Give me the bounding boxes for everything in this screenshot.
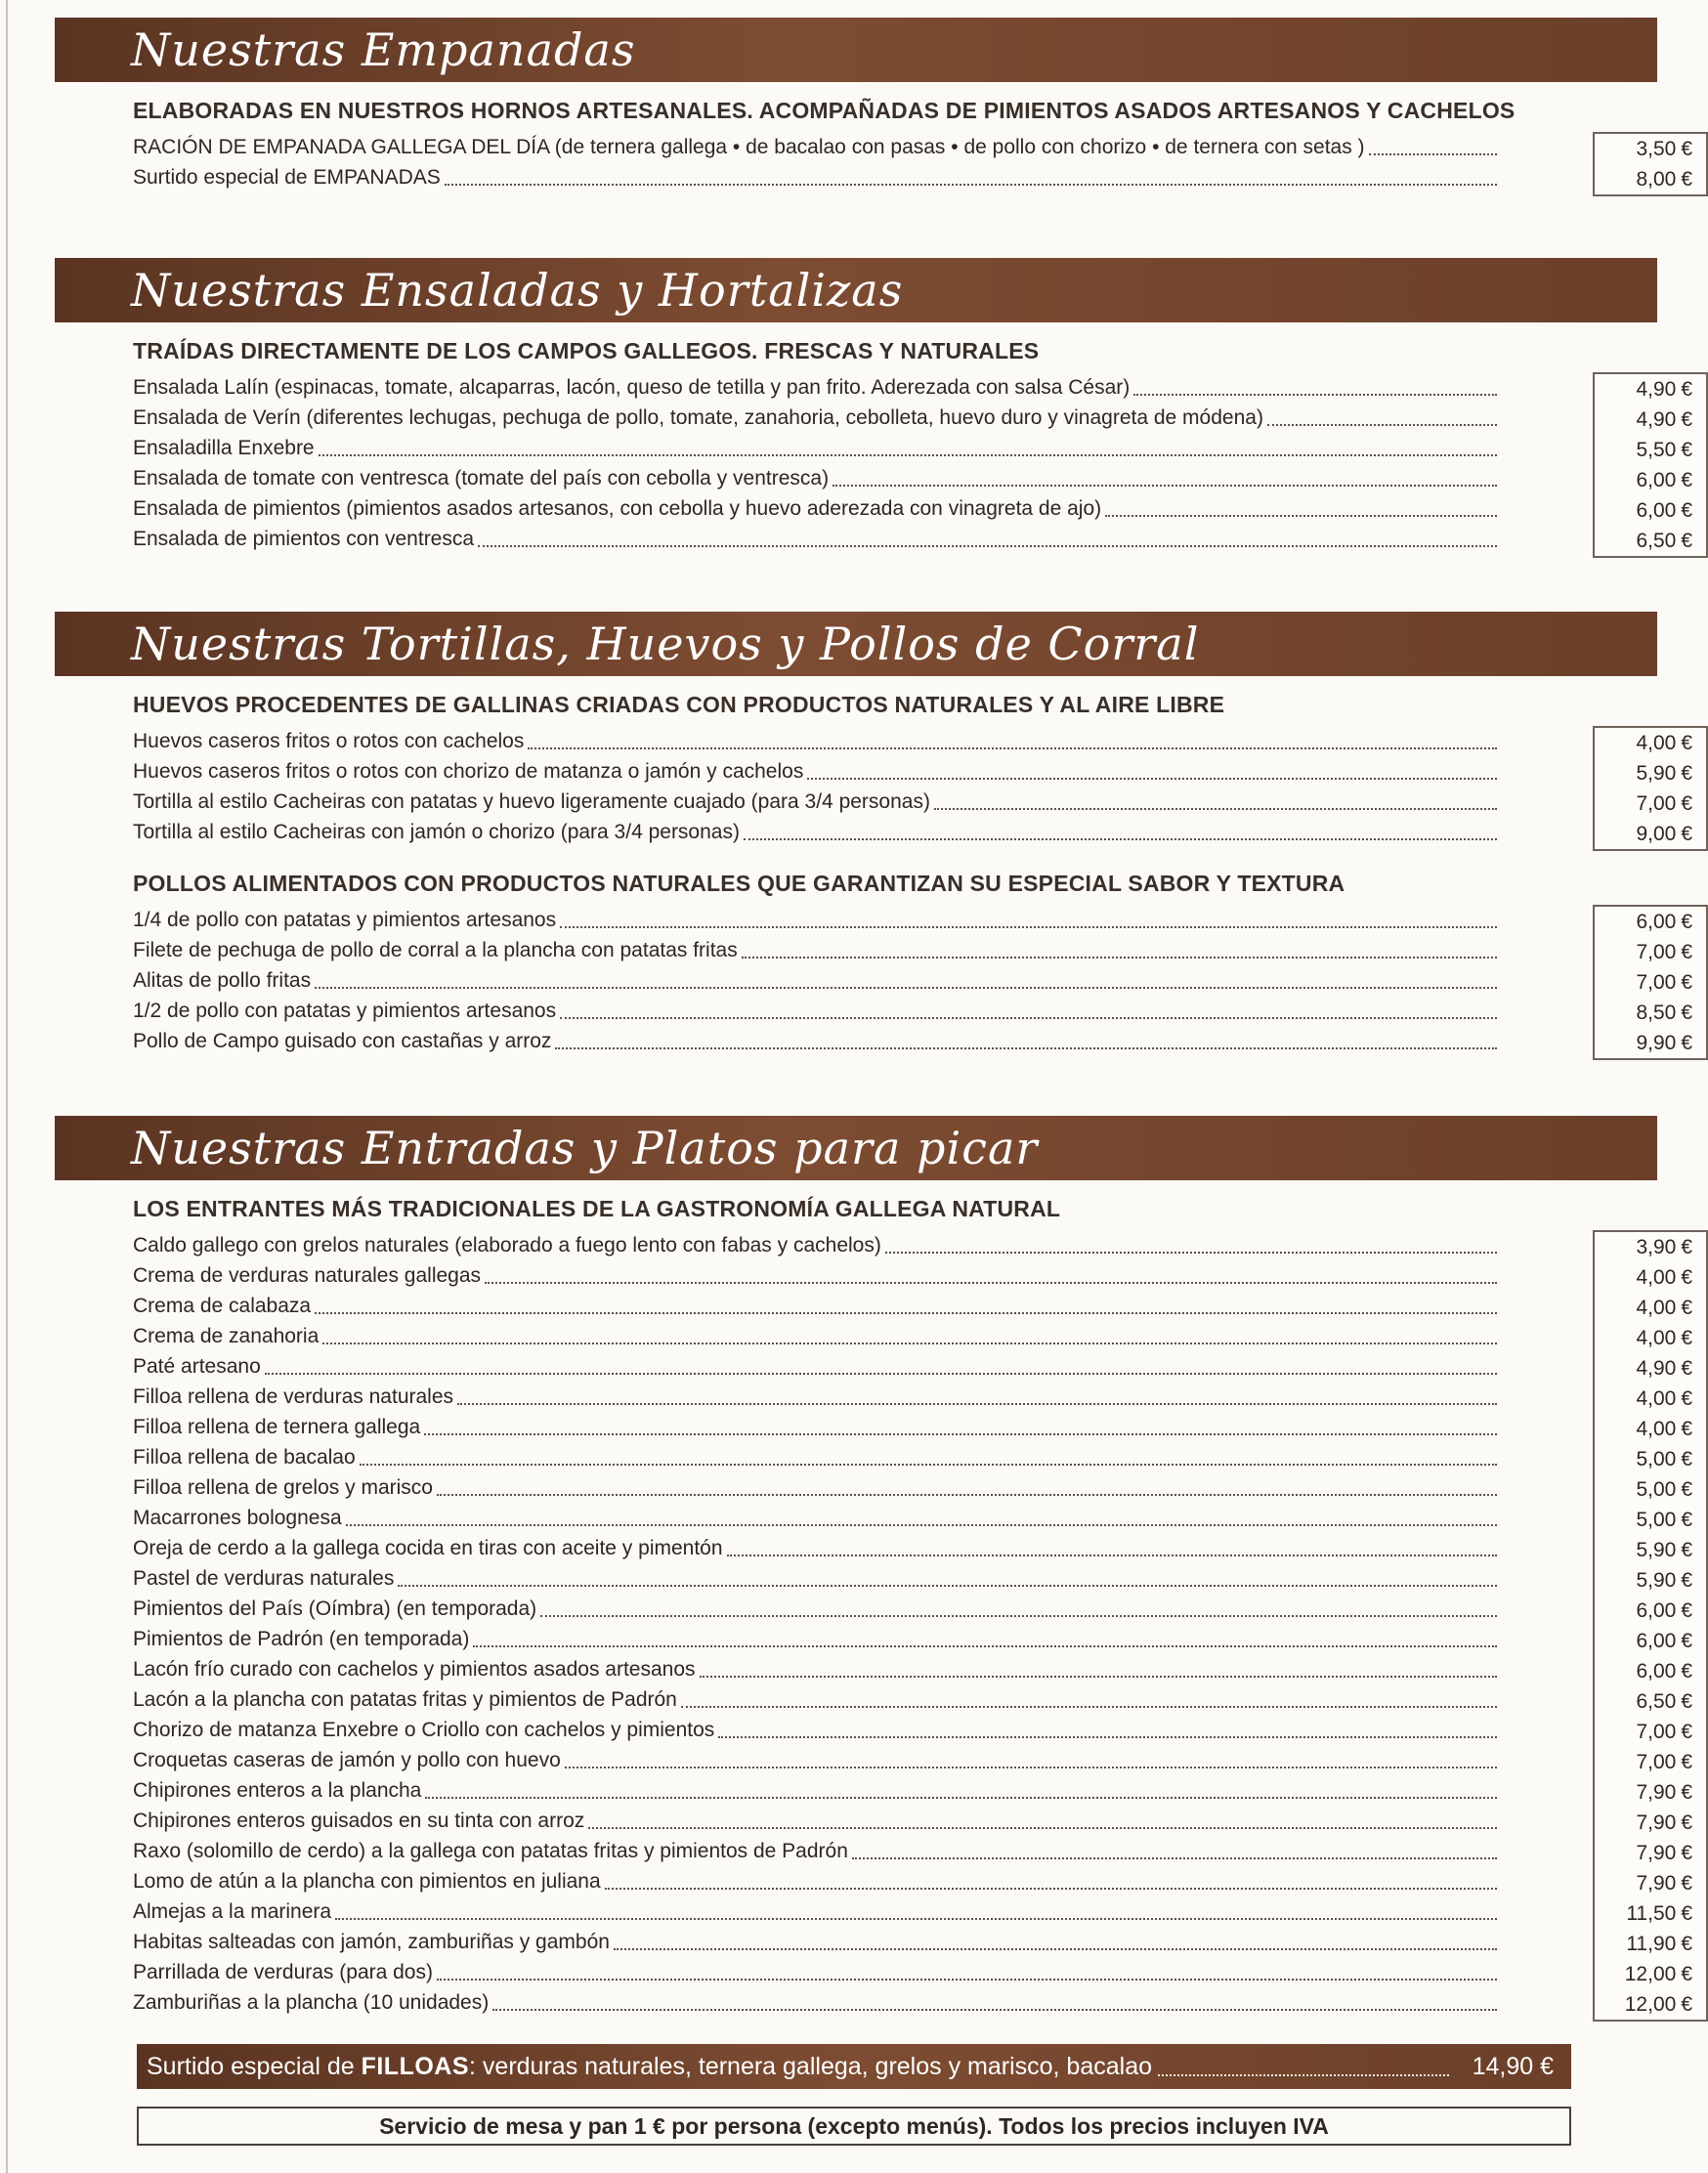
filloas-price-value: 14,90 xyxy=(1472,2052,1534,2080)
currency-symbol: € xyxy=(1681,941,1692,963)
currency-symbol: € xyxy=(1681,1539,1692,1561)
menu-item xyxy=(133,1260,1505,1291)
price-value: 7,90 xyxy=(1636,1872,1677,1895)
price-value: 4,00 xyxy=(1636,1266,1677,1289)
menu-item-price xyxy=(1595,937,1706,967)
menu-item xyxy=(133,1684,1505,1715)
menu-item-price xyxy=(1595,1323,1706,1353)
group-subtitle: LOS ENTRANTES MÁS TRADICIONALES DE LA GASTRONOMÍA GALLEGA NATURAL xyxy=(133,1196,1061,1221)
menu-item-price xyxy=(1595,907,1706,937)
price-value: 3,50 xyxy=(1636,138,1677,160)
currency-symbol: € xyxy=(1681,1751,1692,1773)
section-title: Nuestras Entradas y Platos para picar xyxy=(131,1122,1039,1174)
menu-item-price xyxy=(1595,728,1706,758)
item-list xyxy=(133,1230,1692,2018)
section-tortillas-huevos-pollos xyxy=(55,612,1692,1056)
price-column xyxy=(1593,905,1708,1060)
leader-dots xyxy=(560,925,1497,928)
menu-item-name: Zamburiñas a la plancha (10 unidades) xyxy=(133,1991,492,2015)
filloas-label-rest: : verduras naturales, ternera gallega, grelos y marisco, bacalao xyxy=(469,2052,1153,2080)
menu-item-price xyxy=(1595,1596,1706,1626)
currency-symbol: € xyxy=(1681,1872,1692,1895)
menu-item-price xyxy=(1595,1384,1706,1414)
menu-item-name: Filloa rellena de ternera gallega xyxy=(133,1416,424,1439)
menu-item-name: Ensalada de pimientos (pimientos asados artesanos, con cebolla y huevo aderezada con vinagreta de ajo) xyxy=(133,497,1105,521)
menu-item-price xyxy=(1595,526,1706,556)
leader-dots xyxy=(492,2008,1497,2011)
menu-item-name: Tortilla al estilo Cacheiras con patatas y huevo ligeramente cuajado (para 3/4 personas) xyxy=(133,790,934,814)
price-value: 4,00 xyxy=(1636,732,1677,754)
leader-dots xyxy=(346,1523,1497,1526)
menu-item-price xyxy=(1595,788,1706,819)
menu-item-name: Lacón frío curado con cachelos y pimientos asados artesanos xyxy=(133,1658,700,1682)
leader-dots xyxy=(457,1402,1497,1405)
currency-symbol: € xyxy=(1681,1630,1692,1652)
price-value: 5,50 xyxy=(1636,439,1677,461)
menu-item xyxy=(133,1382,1505,1412)
menu-item xyxy=(133,1927,1505,1957)
menu-item xyxy=(133,1230,1505,1260)
menu-item-price xyxy=(1595,1929,1706,1959)
menu-item-price xyxy=(1595,1868,1706,1898)
price-value: 4,00 xyxy=(1636,1327,1677,1349)
price-value: 8,50 xyxy=(1636,1001,1677,1024)
menu-item-price xyxy=(1595,1028,1706,1058)
menu-item-name: 1/2 de pollo con patatas y pimientos artesanos xyxy=(133,1000,560,1023)
currency-symbol: € xyxy=(1540,2052,1554,2080)
menu-item-name: Pollo de Campo guisado con castañas y arroz xyxy=(133,1030,555,1053)
filloas-label xyxy=(137,2053,1152,2081)
leader-dots xyxy=(319,453,1497,456)
item-list xyxy=(133,726,1692,847)
leader-dots xyxy=(681,1705,1497,1708)
price-value: 6,00 xyxy=(1636,1630,1677,1652)
item-list xyxy=(133,132,1692,192)
price-value: 4,90 xyxy=(1636,1357,1677,1380)
menu-item-name: Pimientos de Padrón (en temporada) xyxy=(133,1628,473,1651)
menu-item-name: Habitas salteadas con jamón, zamburiñas y gambón xyxy=(133,1931,614,1954)
menu-item-name: Tortilla al estilo Cacheiras con jamón o chorizo (para 3/4 personas) xyxy=(133,821,744,844)
currency-symbol: € xyxy=(1681,469,1692,491)
price-value: 6,00 xyxy=(1636,1599,1677,1622)
menu-item xyxy=(133,1896,1505,1927)
price-value: 6,50 xyxy=(1636,530,1677,552)
filloas-price xyxy=(1473,2053,1571,2081)
menu-item xyxy=(133,1745,1505,1775)
price-value: 12,00 xyxy=(1624,1993,1677,2016)
currency-symbol: € xyxy=(1681,168,1692,191)
price-value: 5,00 xyxy=(1636,1509,1677,1531)
price-value: 7,00 xyxy=(1636,1721,1677,1743)
menu-item-price xyxy=(1595,1686,1706,1717)
currency-symbol: € xyxy=(1681,823,1692,845)
menu-item xyxy=(133,756,1505,787)
menu-item-name: 1/4 de pollo con patatas y pimientos artesanos xyxy=(133,909,560,932)
currency-symbol: € xyxy=(1681,1842,1692,1864)
section-ensaladas xyxy=(55,258,1692,554)
menu-item xyxy=(133,1351,1505,1382)
filloas-special-bar xyxy=(137,2044,1571,2089)
menu-item xyxy=(133,1654,1505,1684)
leader-dots xyxy=(1369,152,1497,155)
section-title: Nuestras Ensaladas y Hortalizas xyxy=(131,264,904,317)
leader-dots xyxy=(807,777,1497,780)
menu-item-name: Chipirones enteros a la plancha xyxy=(133,1779,425,1803)
currency-symbol: € xyxy=(1681,1993,1692,2016)
leader-dots xyxy=(852,1856,1497,1859)
page-edge-line xyxy=(6,0,8,2173)
menu-item xyxy=(133,726,1505,756)
currency-symbol: € xyxy=(1681,1418,1692,1440)
leader-dots xyxy=(885,1251,1497,1254)
leader-dots xyxy=(588,1826,1497,1829)
menu-item xyxy=(133,817,1505,847)
price-value: 6,00 xyxy=(1636,499,1677,522)
item-list xyxy=(133,905,1692,1056)
menu-item-name: Almejas a la marinera xyxy=(133,1900,335,1924)
menu-item xyxy=(133,463,1505,493)
menu-item-price xyxy=(1595,1474,1706,1505)
currency-symbol: € xyxy=(1681,1266,1692,1289)
currency-symbol: € xyxy=(1681,1781,1692,1804)
menu-item xyxy=(133,1957,1505,1987)
currency-symbol: € xyxy=(1681,1236,1692,1258)
currency-symbol: € xyxy=(1681,1690,1692,1713)
leader-dots xyxy=(718,1735,1497,1738)
footer-note: Servicio de mesa y pan 1 € por persona (excepto menús). Todos los precios incluyen IVA xyxy=(137,2107,1571,2146)
price-value: 6,00 xyxy=(1636,469,1677,491)
menu-item-price xyxy=(1595,1565,1706,1596)
menu-item xyxy=(133,162,1505,192)
menu-item-price xyxy=(1595,1293,1706,1323)
menu-item-price xyxy=(1595,465,1706,495)
menu-item-name: Macarrones bolognesa xyxy=(133,1507,346,1530)
group-subtitle: HUEVOS PROCEDENTES DE GALLINAS CRIADAS CON PRODUCTOS NATURALES Y AL AIRE LIBRE xyxy=(133,692,1225,717)
menu-item-name: Filloa rellena de verduras naturales xyxy=(133,1385,457,1409)
currency-symbol: € xyxy=(1681,792,1692,815)
menu-item-price xyxy=(1595,967,1706,998)
currency-symbol: € xyxy=(1681,530,1692,552)
price-value: 3,90 xyxy=(1636,1236,1677,1258)
menu-item xyxy=(133,1291,1505,1321)
menu-item xyxy=(133,1594,1505,1624)
currency-symbol: € xyxy=(1681,408,1692,431)
menu-item xyxy=(133,996,1505,1026)
menu-item-price xyxy=(1595,374,1706,405)
menu-item-name: Caldo gallego con grelos naturales (elaborado a fuego lento con fabas y cachelos) xyxy=(133,1234,885,1257)
leader-dots xyxy=(528,746,1497,749)
group-subtitle: ELABORADAS EN NUESTROS HORNOS ARTESANALES. ACOMPAÑADAS DE PIMIENTOS ASADOS ARTESANOS Y CACHELOS xyxy=(133,98,1516,123)
leader-dots xyxy=(265,1372,1497,1375)
menu-item-name: Parrillada de verduras (para dos) xyxy=(133,1961,437,1984)
currency-symbol: € xyxy=(1681,1357,1692,1380)
menu-item-name: Chipirones enteros guisados en su tinta con arroz xyxy=(133,1810,588,1833)
menu-item-price xyxy=(1595,1959,1706,1989)
menu-item xyxy=(133,493,1505,524)
leader-dots xyxy=(437,1493,1497,1496)
currency-symbol: € xyxy=(1681,378,1692,401)
menu-item-price xyxy=(1595,1414,1706,1444)
price-value: 7,00 xyxy=(1636,792,1677,815)
menu-item-name: Filloa rellena de grelos y marisco xyxy=(133,1476,437,1500)
menu-item-name: Ensalada de Verín (diferentes lechugas, pechuga de pollo, tomate, zanahoria, cebolleta, huevo duro y vinagreta de módena) xyxy=(133,406,1267,430)
leader-dots xyxy=(315,1311,1497,1314)
currency-symbol: € xyxy=(1681,762,1692,785)
menu-item-price xyxy=(1595,1656,1706,1686)
price-column xyxy=(1593,1230,1708,2022)
menu-item-name: Surtido especial de EMPANADAS xyxy=(133,166,445,190)
price-value: 4,00 xyxy=(1636,1387,1677,1410)
section-banner xyxy=(55,18,1657,82)
group-subtitle: POLLOS ALIMENTADOS CON PRODUCTOS NATURALES QUE GARANTIZAN SU ESPECIAL SABOR Y TEXTURA xyxy=(133,871,1345,896)
menu-item-price xyxy=(1595,1838,1706,1868)
price-column xyxy=(1593,372,1708,558)
leader-dots xyxy=(335,1917,1497,1920)
leader-dots xyxy=(565,1766,1497,1768)
currency-symbol: € xyxy=(1681,439,1692,461)
price-value: 4,00 xyxy=(1636,1297,1677,1319)
menu-item-price xyxy=(1595,1989,1706,2020)
menu-item xyxy=(133,905,1505,935)
menu-item xyxy=(133,1412,1505,1442)
currency-symbol: € xyxy=(1681,1721,1692,1743)
currency-symbol: € xyxy=(1681,971,1692,994)
menu-item xyxy=(133,524,1505,554)
filloas-label-bold: FILLOAS xyxy=(361,2052,470,2080)
group-subtitle: TRAÍDAS DIRECTAMENTE DE LOS CAMPOS GALLEGOS. FRESCAS Y NATURALES xyxy=(133,338,1040,363)
leader-dots xyxy=(744,837,1497,840)
menu-item-name: Ensalada de tomate con ventresca (tomate del país con cebolla y ventresca) xyxy=(133,467,833,490)
leader-dots xyxy=(560,1016,1497,1019)
menu-item-price xyxy=(1595,1808,1706,1838)
menu-item-price xyxy=(1595,164,1706,194)
currency-symbol: € xyxy=(1681,499,1692,522)
leader-dots xyxy=(555,1046,1497,1049)
menu-item-name: Crema de calabaza xyxy=(133,1295,315,1318)
price-value: 4,90 xyxy=(1636,408,1677,431)
price-value: 7,90 xyxy=(1636,1842,1677,1864)
leader-dots xyxy=(478,544,1497,547)
menu-item xyxy=(133,1836,1505,1866)
currency-symbol: € xyxy=(1681,1933,1692,1955)
currency-symbol: € xyxy=(1681,1387,1692,1410)
menu-item xyxy=(133,1775,1505,1806)
leader-dots xyxy=(833,484,1497,487)
menu-item-name: Raxo (solomillo de cerdo) a la gallega con patatas fritas y pimientos de Padrón xyxy=(133,1840,852,1863)
price-value: 6,00 xyxy=(1636,911,1677,933)
menu-item-name: Croquetas caseras de jamón y pollo con huevo xyxy=(133,1749,565,1772)
menu-item xyxy=(133,1321,1505,1351)
currency-symbol: € xyxy=(1681,138,1692,160)
menu-item-name: Chorizo de matanza Enxebre o Criollo con cachelos y pimientos xyxy=(133,1719,718,1742)
price-value: 7,00 xyxy=(1636,1751,1677,1773)
menu-item-name: Lacón a la plancha con patatas fritas y pimientos de Padrón xyxy=(133,1688,681,1712)
menu-item xyxy=(133,1624,1505,1654)
currency-symbol: € xyxy=(1681,1032,1692,1054)
price-value: 6,00 xyxy=(1636,1660,1677,1683)
leader-dots xyxy=(540,1614,1497,1617)
price-value: 6,50 xyxy=(1636,1690,1677,1713)
price-value: 11,90 xyxy=(1626,1933,1677,1955)
menu-item xyxy=(133,1563,1505,1594)
menu-item-price xyxy=(1595,134,1706,164)
menu-item-name: Huevos caseros fritos o rotos con chorizo de matanza o jamón y cachelos xyxy=(133,760,807,784)
leader-dots xyxy=(605,1887,1497,1890)
menu-item xyxy=(133,403,1505,433)
leader-dots xyxy=(424,1432,1497,1435)
menu-item xyxy=(133,1026,1505,1056)
currency-symbol: € xyxy=(1681,1811,1692,1834)
menu-item xyxy=(133,1987,1505,2018)
menu-item xyxy=(133,1715,1505,1745)
leader-dots xyxy=(934,807,1497,810)
menu-item-price xyxy=(1595,1717,1706,1747)
menu-item-price xyxy=(1595,758,1706,788)
menu-item-name: Paté artesano xyxy=(133,1355,265,1379)
currency-symbol: € xyxy=(1681,911,1692,933)
menu-item-name: Alitas de pollo fritas xyxy=(133,969,315,993)
menu-item xyxy=(133,1533,1505,1563)
section-banner xyxy=(55,612,1657,676)
menu-item-price xyxy=(1595,1444,1706,1474)
menu-item-price xyxy=(1595,405,1706,435)
menu-item-price xyxy=(1595,1747,1706,1777)
leader-dots xyxy=(485,1281,1497,1284)
item-list xyxy=(133,372,1692,554)
menu-item-name: Crema de verduras naturales gallegas xyxy=(133,1264,485,1288)
menu-item-name: RACIÓN DE EMPANADA GALLEGA DEL DÍA (de ternera gallega • de bacalao con pasas • de pollo con chorizo • de ternera con setas ) xyxy=(133,136,1369,159)
section-banner xyxy=(55,258,1657,322)
currency-symbol: € xyxy=(1681,1509,1692,1531)
price-value: 9,00 xyxy=(1636,823,1677,845)
price-value: 4,90 xyxy=(1636,378,1677,401)
leader-dots xyxy=(360,1463,1497,1466)
section-title: Nuestras Tortillas, Huevos y Pollos de Corral xyxy=(131,618,1200,670)
section-entradas xyxy=(55,1116,1692,2018)
currency-symbol: € xyxy=(1681,1963,1692,1985)
leader-dots xyxy=(425,1796,1497,1799)
menu-item-name: Ensalada de pimientos con ventresca xyxy=(133,528,478,551)
menu-item-name: Pimientos del País (Oímbra) (en temporada) xyxy=(133,1598,540,1621)
menu-item xyxy=(133,1472,1505,1503)
menu-item xyxy=(133,372,1505,403)
price-value: 12,00 xyxy=(1624,1963,1677,1985)
currency-symbol: € xyxy=(1681,1902,1692,1925)
currency-symbol: € xyxy=(1681,732,1692,754)
price-value: 5,00 xyxy=(1636,1448,1677,1470)
menu-item xyxy=(133,1866,1505,1896)
menu-item xyxy=(133,132,1505,162)
leader-dots xyxy=(700,1675,1497,1678)
leader-dots xyxy=(322,1342,1497,1344)
menu-item-name: Oreja de cerdo a la gallega cocida en tiras con aceite y pimentón xyxy=(133,1537,727,1560)
currency-symbol: € xyxy=(1681,1478,1692,1501)
leader-dots xyxy=(1158,2073,1449,2076)
leader-dots xyxy=(1133,393,1497,396)
leader-dots xyxy=(727,1554,1497,1556)
menu-item-name: Ensaladilla Enxebre xyxy=(133,437,319,460)
currency-symbol: € xyxy=(1681,1327,1692,1349)
menu-item xyxy=(133,935,1505,965)
price-value: 5,00 xyxy=(1636,1478,1677,1501)
menu-item-name: Huevos caseros fritos o rotos con cachelos xyxy=(133,730,528,753)
menu-item-name: Lomo de atún a la plancha con pimientos en juliana xyxy=(133,1870,605,1894)
menu-item-price xyxy=(1595,1626,1706,1656)
currency-symbol: € xyxy=(1681,1599,1692,1622)
menu-item-name: Pastel de verduras naturales xyxy=(133,1567,398,1591)
leader-dots xyxy=(742,956,1497,959)
menu-item xyxy=(133,965,1505,996)
leader-dots xyxy=(398,1584,1497,1587)
price-value: 5,90 xyxy=(1636,762,1677,785)
price-value: 7,90 xyxy=(1636,1811,1677,1834)
section-empanadas xyxy=(55,18,1692,192)
menu-item-price xyxy=(1595,819,1706,849)
leader-dots xyxy=(437,1978,1497,1981)
currency-symbol: € xyxy=(1681,1660,1692,1683)
menu-item-price xyxy=(1595,1505,1706,1535)
menu-item-name: Crema de zanahoria xyxy=(133,1325,322,1348)
leader-dots xyxy=(473,1644,1497,1647)
menu-item-price xyxy=(1595,1898,1706,1929)
price-value: 4,00 xyxy=(1636,1418,1677,1440)
price-value: 7,90 xyxy=(1636,1781,1677,1804)
currency-symbol: € xyxy=(1681,1001,1692,1024)
menu-item-price xyxy=(1595,495,1706,526)
price-value: 5,90 xyxy=(1636,1569,1677,1592)
menu-item-price xyxy=(1595,1535,1706,1565)
section-banner xyxy=(55,1116,1657,1180)
menu-item-price xyxy=(1595,1262,1706,1293)
price-value: 9,90 xyxy=(1636,1032,1677,1054)
price-value: 7,00 xyxy=(1636,941,1677,963)
menu-item-price xyxy=(1595,1353,1706,1384)
menu-item-name: Ensalada Lalín (espinacas, tomate, alcaparras, lacón, queso de tetilla y pan frito. Aderezada con salsa César) xyxy=(133,376,1133,400)
filloas-label-prefix: Surtido especial de xyxy=(147,2052,362,2080)
price-column xyxy=(1593,726,1708,851)
price-value: 8,00 xyxy=(1636,168,1677,191)
menu-item-name: Filete de pechuga de pollo de corral a la plancha con patatas fritas xyxy=(133,939,742,962)
menu-item-price xyxy=(1595,1232,1706,1262)
section-title: Nuestras Empanadas xyxy=(131,23,636,76)
currency-symbol: € xyxy=(1681,1448,1692,1470)
menu-item xyxy=(133,1442,1505,1472)
menu-item-price xyxy=(1595,998,1706,1028)
menu-item xyxy=(133,1503,1505,1533)
currency-symbol: € xyxy=(1681,1569,1692,1592)
menu-item-name: Filloa rellena de bacalao xyxy=(133,1446,360,1470)
leader-dots xyxy=(445,183,1497,186)
price-column xyxy=(1593,132,1708,196)
price-value: 5,90 xyxy=(1636,1539,1677,1561)
leader-dots xyxy=(1105,514,1497,517)
currency-symbol: € xyxy=(1681,1297,1692,1319)
menu-item-price xyxy=(1595,435,1706,465)
menu-item-price xyxy=(1595,1777,1706,1808)
menu-item xyxy=(133,1806,1505,1836)
menu-item xyxy=(133,433,1505,463)
leader-dots xyxy=(1267,423,1497,426)
menu-item xyxy=(133,787,1505,817)
leader-dots xyxy=(614,1947,1497,1950)
price-value: 7,00 xyxy=(1636,971,1677,994)
price-value: 11,50 xyxy=(1626,1902,1677,1925)
leader-dots xyxy=(315,986,1497,989)
